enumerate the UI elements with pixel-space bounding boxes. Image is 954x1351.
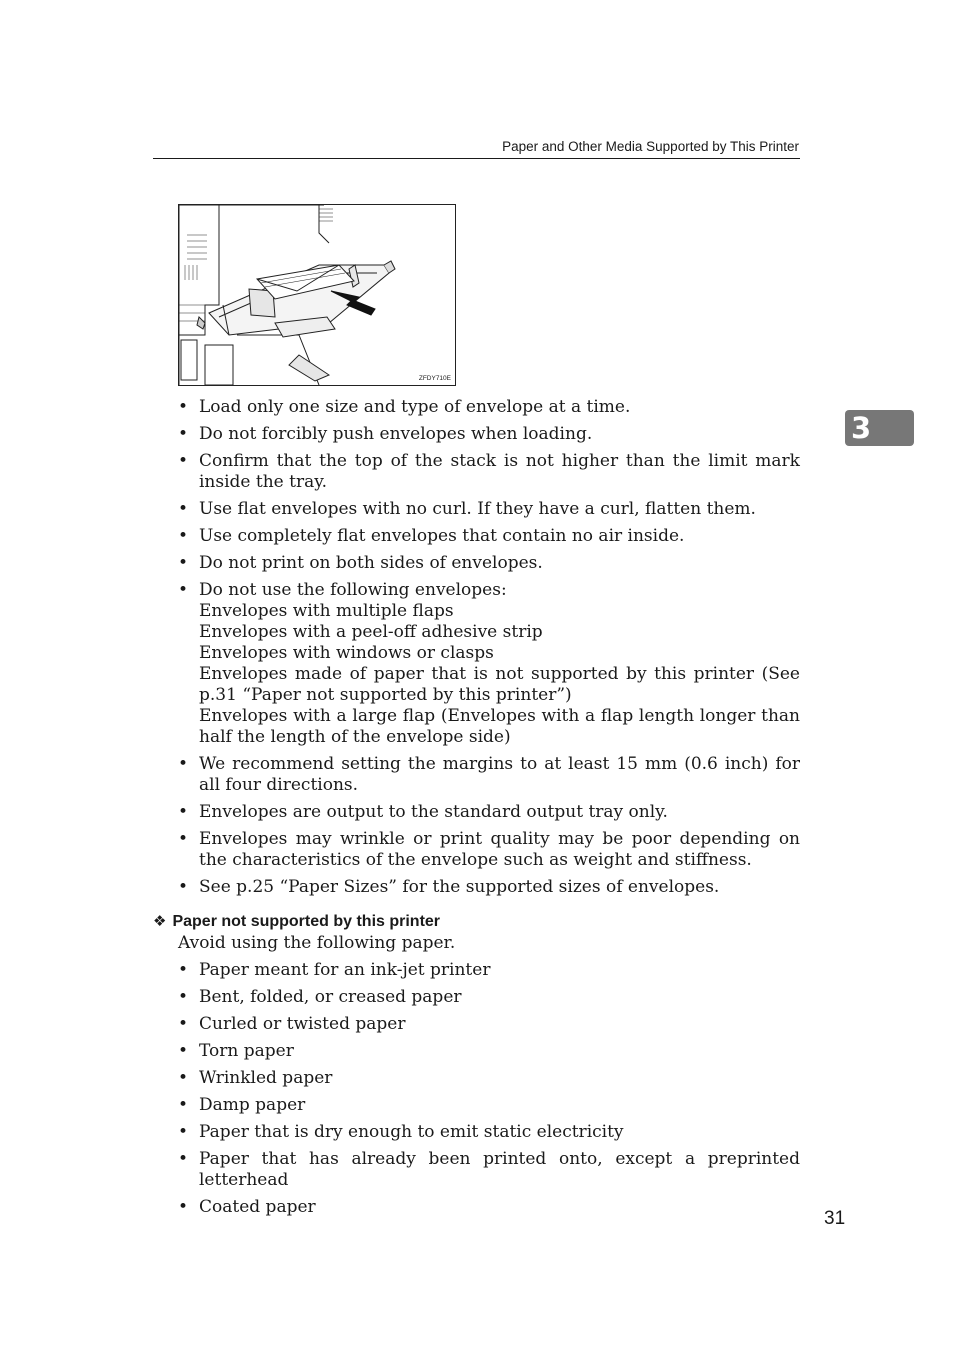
envelope-notes-list (178, 397, 800, 898)
unsupported-paper-list (178, 960, 800, 1218)
section-heading (153, 911, 800, 932)
list-item: • Load only one size and type of envelope at a time. (178, 397, 800, 418)
list-item: • Envelopes are output to the standard output tray only. (178, 802, 800, 823)
avoid-envelope-type: Envelopes with windows or clasps (199, 643, 494, 663)
chapter-tab (845, 410, 914, 446)
header-title: Paper and Other Media Supported by This Printer (502, 139, 799, 154)
envelope-loading-illustration (178, 204, 456, 386)
section-heading-text: Paper not supported by this printer (172, 913, 441, 930)
list-item: • Paper that has already been printed onto, except a preprinted letterhead (178, 1149, 800, 1191)
avoid-envelopes-lead: • Do not use the following envelopes: (199, 580, 507, 600)
list-item: • We recommend setting the margins to at least 15 mm (0.6 inch) for all four directions. (178, 754, 800, 796)
list-item: • Paper that is dry enough to emit static electricity (178, 1122, 800, 1143)
list-item: • Bent, folded, or creased paper (178, 987, 800, 1008)
list-item: • Use completely flat envelopes that contain no air inside. (178, 526, 800, 547)
bypass-tray-drawing (179, 205, 455, 385)
avoid-envelope-type: Envelopes made of paper that is not supported by this printer (See p.31 “Paper not supported by this printer”) (199, 664, 800, 705)
page-number: 31 (824, 1208, 846, 1229)
diamond-icon: ❖ (153, 913, 167, 930)
page-content (153, 397, 800, 1224)
list-item: • Envelopes may wrinkle or print quality may be poor depending on the characteristics of the envelope such as weight and stiffness. (178, 829, 800, 871)
avoid-envelope-type: Envelopes with a peel-off adhesive strip (199, 622, 543, 642)
figure-code: ZFDY710E (418, 375, 451, 382)
list-item-avoid-envelopes (178, 580, 800, 748)
list-item: • See p.25 “Paper Sizes” for the supported sizes of envelopes. (178, 877, 800, 898)
header-rule (153, 158, 800, 159)
list-item: • Curled or twisted paper (178, 1014, 800, 1035)
avoid-envelope-type: Envelopes with a large flap (Envelopes with a flap length longer than half the length of the envelope side) (199, 706, 800, 747)
list-item: • Confirm that the top of the stack is not higher than the limit mark inside the tray. (178, 451, 800, 493)
list-item: • Coated paper (178, 1197, 800, 1218)
list-item: • Torn paper (178, 1041, 800, 1062)
list-item: • Do not print on both sides of envelopes. (178, 553, 800, 574)
chapter-number: 3 (851, 411, 872, 445)
list-item: • Damp paper (178, 1095, 800, 1116)
list-item: • Do not forcibly push envelopes when loading. (178, 424, 800, 445)
list-item: • Paper meant for an ink-jet printer (178, 960, 800, 981)
list-item: • Use flat envelopes with no curl. If they have a curl, flatten them. (178, 499, 800, 520)
section-intro: Avoid using the following paper. (178, 933, 456, 953)
avoid-envelope-type: Envelopes with multiple flaps (199, 601, 454, 621)
list-item: • Wrinkled paper (178, 1068, 800, 1089)
